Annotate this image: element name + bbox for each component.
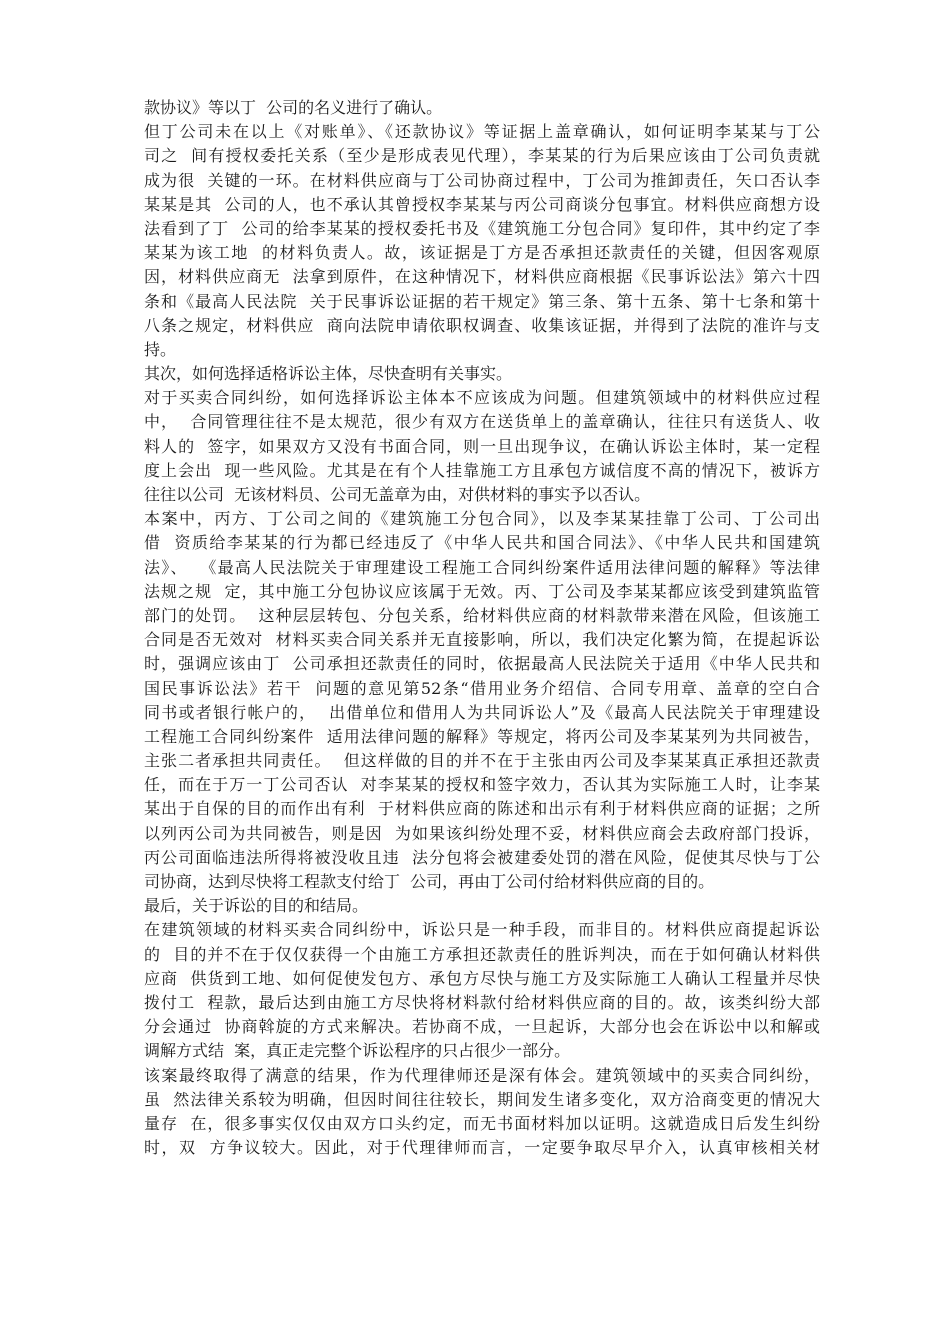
text-line: 该案最终取得了满意的结果，作为代理律师还是深有体会。建筑领域中的买卖合同纠纷， (144, 1065, 820, 1085)
text-line: 时，双 方争议较大。因此，对于代理律师而言，一定要争取尽早介入，认真审核相关材 (144, 1138, 820, 1158)
paragraph (144, 362, 820, 386)
text-line: 以列丙公司为共同被告，则是因 为如果该纠纷处理不妥，材料供应商会去政府部门投诉， (144, 823, 820, 843)
text-line: 某某为该工地 的材料负责人。故，该证据是丁方是否承担还款责任的关键，但因客观原 (144, 243, 820, 263)
text-line: 任，而在于万一丁公司否认 对李某某的授权和签字效力，否认其为实际施工人时，让李某 (144, 775, 820, 795)
text-line: 中， 合同管理往往不是太规范，很少有双方在送货单上的盖章确认，往往只有送货人、收 (144, 412, 820, 432)
text-line: 料人的 签字，如果双方又没有书面合同，则一旦出现争议，在确认诉讼主体时，某一定程 (144, 436, 820, 456)
text-line: 其次，如何选择适格诉讼主体，尽快查明有关事实。 (144, 364, 513, 384)
text-line: 量存 在，很多事实仅仅由双方口头约定，而无书面材料加以证明。这就造成日后发生纠纷 (144, 1113, 820, 1133)
text-line: 在建筑领域的材料买卖合同纠纷中，诉讼只是一种手段，而非目的。材料供应商提起诉讼 (144, 920, 820, 940)
paragraph (144, 96, 820, 120)
text-line: 应商 供货到工地、如何促使发包方、承包方尽快与施工方及实际施工人确认工程量并尽快 (144, 968, 820, 988)
text-line: 主张二者承担共同责任。 但这样做的目的并不在于主张由丙公司及李某某真正承担还款责 (144, 751, 820, 771)
paragraph (144, 120, 820, 362)
text-line: 最后，关于诉讼的目的和结局。 (144, 896, 369, 916)
text-line: 但丁公司未在以上《对账单》、《还款协议》等证据上盖章确认，如何证明李某某与丁公 (144, 122, 820, 142)
paragraph (144, 386, 820, 507)
text-line: 本案中，丙方、丁公司之间的《建筑施工分包合同》，以及李某某挂靠丁公司、丁公司出 (144, 509, 820, 529)
text-line: 成为很 关键的一环。在材料供应商与丁公司协商过程中，丁公司为推卸责任，矢口否认李 (144, 170, 820, 190)
text-line: 法看到了丁 公司的给李某某的授权委托书及《建筑施工分包合同》复印件，其中约定了李 (144, 218, 820, 238)
text-line: 的 目的并不在于仅仅获得一个由施工方承担还款责任的胜诉判决，而在于如何确认材料供 (144, 944, 820, 964)
text-line: 丙公司面临违法所得将被没收且违 法分包将会被建委处罚的潜在风险，促使其尽快与丁公 (144, 847, 820, 867)
text-line: 时，强调应该由丁 公司承担还款责任的同时，依据最高人民法院关于适用《中华人民共和 (144, 654, 820, 674)
document-page (144, 96, 820, 1160)
text-line: 对于买卖合同纠纷，如何选择诉讼主体本不应该成为问题。但建筑领域中的材料供应过程 (144, 388, 820, 408)
text-line: 虽 然法律关系较为明确，但因时间往往较长，期间发生诸多变化，双方洽商变更的情况大 (144, 1089, 820, 1109)
text-line: 某某是其 公司的人，也不承认其曾授权李某某与丙公司商谈分包事宜。材料供应商想方设 (144, 194, 820, 214)
text-line: 某出于自保的目的而作出有利 于材料供应商的陈述和出示有利于材料供应商的证据；之所 (144, 799, 820, 819)
text-line: 国民事诉讼法》若干 问题的意见第52条“借用业务介绍信、合同专用章、盖章的空白合 (144, 678, 820, 698)
text-line: 拨付工 程款，最后达到由施工方尽快将材料款付给材料供应商的目的。故，该类纠纷大部 (144, 992, 820, 1012)
text-line: 度上会出 现一些风险。尤其是在有个人挂靠施工方且承包方诚信度不高的情况下，被诉方 (144, 460, 820, 480)
text-line: 借 资质给李某某的行为都已经违反了《中华人民共和国合同法》、《中华人民共和国建筑 (144, 533, 820, 553)
text-line: 法规之规 定，其中施工分包协议应该属于无效。丙、丁公司及李某某都应该受到建筑监管 (144, 581, 820, 601)
paragraph (144, 1064, 820, 1161)
text-line: 工程施工合同纠纷案件 适用法律问题的解释》等规定，将丙公司及李某某列为共同被告， (144, 726, 820, 746)
text-line: 调解方式结 案，真正走完整个诉讼程序的只占很少一部分。 (144, 1041, 571, 1061)
text-line: 条和《最高人民法院 关于民事诉讼证据的若干规定》第三条、第十五条、第十七条和第十 (144, 291, 820, 311)
paragraph (144, 894, 820, 918)
paragraph (144, 918, 820, 1063)
text-line: 持。 (144, 339, 177, 359)
text-line: 因，材料供应商无 法拿到原件，在这种情况下，材料供应商根据《民事诉讼法》第六十四 (144, 267, 820, 287)
text-line: 款协议》等以丁 公司的名义进行了确认。 (144, 98, 443, 117)
text-line: 合同是否无效对 材料买卖合同关系并无直接影响，所以，我们决定化繁为简，在提起诉讼 (144, 630, 820, 650)
text-line: 分会通过 协商斡旋的方式来解决。若协商不成，一旦起诉，大部分也会在诉讼中以和解或 (144, 1017, 820, 1037)
text-line: 同书或者银行帐户的， 出借单位和借用人为共同诉讼人”及《最高人民法院关于审理建设 (144, 702, 820, 722)
text-line: 司协商，达到尽快将工程款支付给丁 公司，再由丁公司付给材料供应商的目的。 (144, 872, 715, 891)
text-line: 八条之规定，材料供应 商向法院申请依职权调查、收集该证据，并得到了法院的准许与支 (144, 315, 820, 335)
paragraph (144, 507, 820, 894)
text-line: 部门的处罚。 这种层层转包、分包关系，给材料供应商的材料款带来潜在风险，但该施工 (144, 605, 820, 625)
text-line: 法》、 《最高人民法院关于审理建设工程施工合同纠纷案件适用法律问题的解释》等法律 (144, 557, 820, 577)
text-line: 司之 间有授权委托关系（至少是形成表见代理），李某某的行为后果应该由丁公司负责就 (144, 146, 820, 166)
text-line: 往往以公司 无该材料员、公司无盖章为由，对供材料的事实予以否认。 (144, 485, 651, 504)
